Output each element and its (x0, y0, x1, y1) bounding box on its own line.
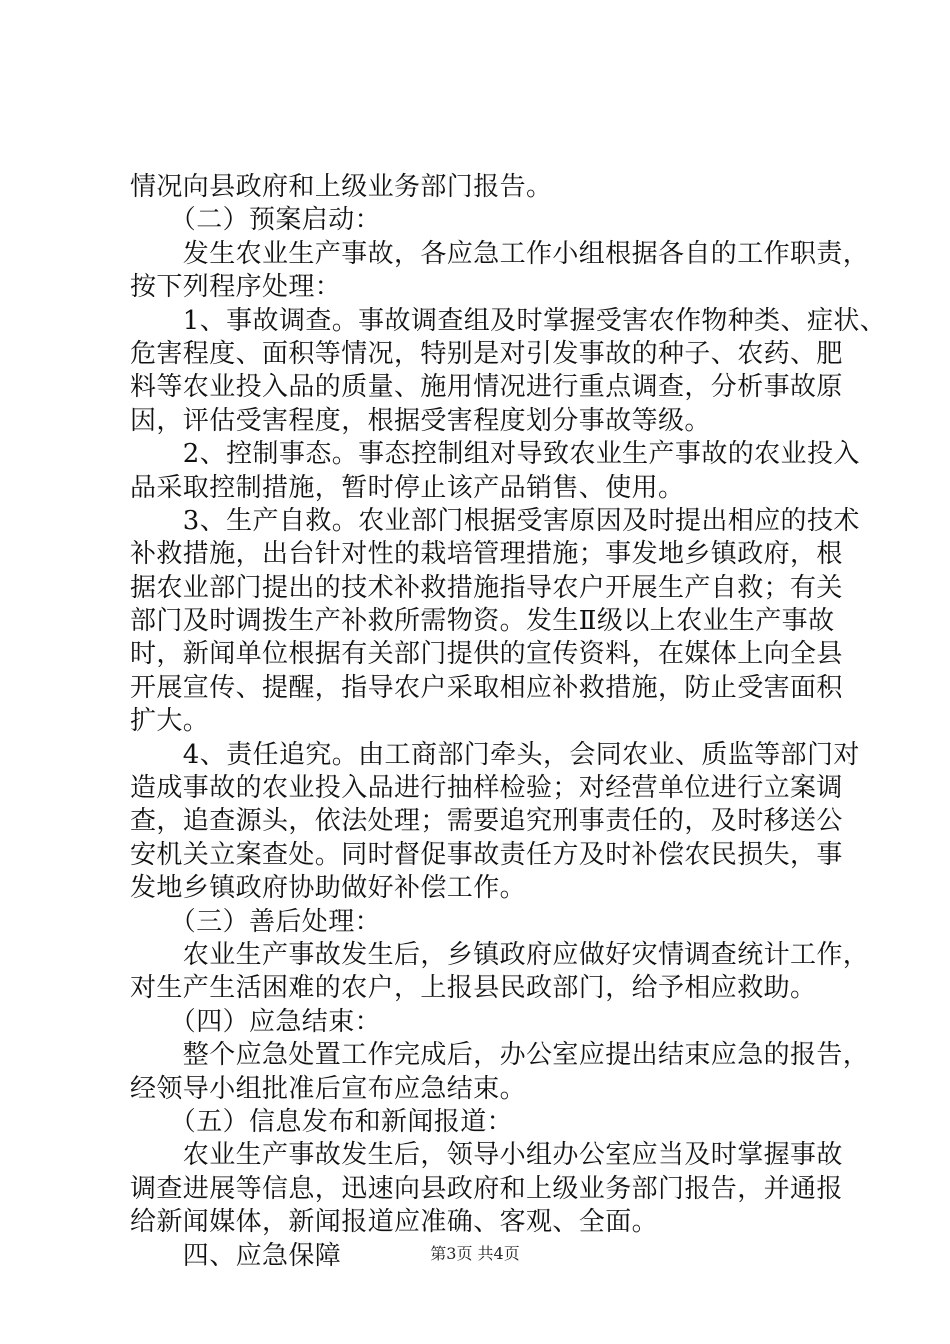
text-line: 时，新闻单位根据有关部门提供的宣传资料，在媒体上向全县 (130, 639, 843, 670)
text-line: 发地乡镇政府协助做好补偿工作。 (130, 873, 527, 904)
text-line: 扩大。 (130, 706, 210, 737)
section-heading-info-release: （五）信息发布和新闻报道： (130, 1106, 514, 1137)
text-line: 因，评估受害程度，根据受害程度划分事故等级。 (130, 405, 711, 436)
text-line: 农业生产事故发生后，领导小组办公室应当及时掌握事故 (130, 1140, 843, 1171)
text-line: 发生农业生产事故，各应急工作小组根据各自的工作职责， (130, 238, 870, 269)
section-heading-aftermath: （三）善后处理： (130, 906, 382, 937)
section-heading-plan-activation: （二）预案启动： (130, 205, 382, 236)
text-line: 经领导小组批准后宣布应急结束。 (130, 1073, 527, 1104)
text-line: 对生产生活困难的农户，上报县民政部门，给予相应救助。 (130, 973, 817, 1004)
text-line: 4、责任追究。由工商部门牵头，会同农业、质监等部门对 (130, 739, 860, 770)
text-line: 品采取控制措施，暂时停止该产品销售、使用。 (130, 472, 685, 503)
text-line: 整个应急处置工作完成后，办公室应提出结束应急的报告， (130, 1040, 870, 1071)
text-line: 部门及时调拨生产补救所需物资。发生Ⅱ级以上农业生产事故 (130, 606, 835, 637)
text-line: 调查进展等信息，迅速向县政府和上级业务部门报告，并通报 (130, 1173, 843, 1204)
text-line: 农业生产事故发生后，乡镇政府应做好灾情调查统计工作， (130, 939, 870, 970)
section-heading-emergency-end: （四）应急结束： (130, 1006, 382, 1037)
text-line: 危害程度、面积等情况，特别是对引发事故的种子、农药、肥 (130, 338, 843, 369)
text-line: 按下列程序处理： (130, 272, 342, 303)
text-line: 安机关立案查处。同时督促事故责任方及时补偿农民损失，事 (130, 839, 843, 870)
text-line: 查，追查源头，依法处理；需要追究刑事责任的，及时移送公 (130, 806, 843, 837)
document-body (130, 171, 887, 1273)
section-heading-emergency-support: 四、应急保障 (130, 1240, 342, 1271)
text-line: 开展宣传、提醒，指导农户采取相应补救措施，防止受害面积 (130, 672, 843, 703)
text-line: 料等农业投入品的质量、施用情况进行重点调查，分析事故原 (130, 372, 843, 403)
text-line: 据农业部门提出的技术补救措施指导农户开展生产自救；有关 (130, 572, 843, 603)
text-line: 造成事故的农业投入品进行抽样检验；对经营单位进行立案调 (130, 773, 843, 804)
text-line: 2、控制事态。事态控制组对导致农业生产事故的农业投入 (130, 439, 860, 470)
text-line: 补救措施，出台针对性的栽培管理措施；事发地乡镇政府，根 (130, 539, 843, 570)
text-line: 1、事故调查。事故调查组及时掌握受害农作物种类、症状、 (130, 305, 887, 336)
page-footer: 第3页 共4页 (430, 1244, 520, 1263)
text-line: 3、生产自救。农业部门根据受害原因及时提出相应的技术 (130, 505, 860, 536)
text-line: 给新闻媒体，新闻报道应准确、客观、全面。 (130, 1207, 659, 1238)
text-line: 情况向县政府和上级业务部门报告。 (130, 172, 553, 202)
